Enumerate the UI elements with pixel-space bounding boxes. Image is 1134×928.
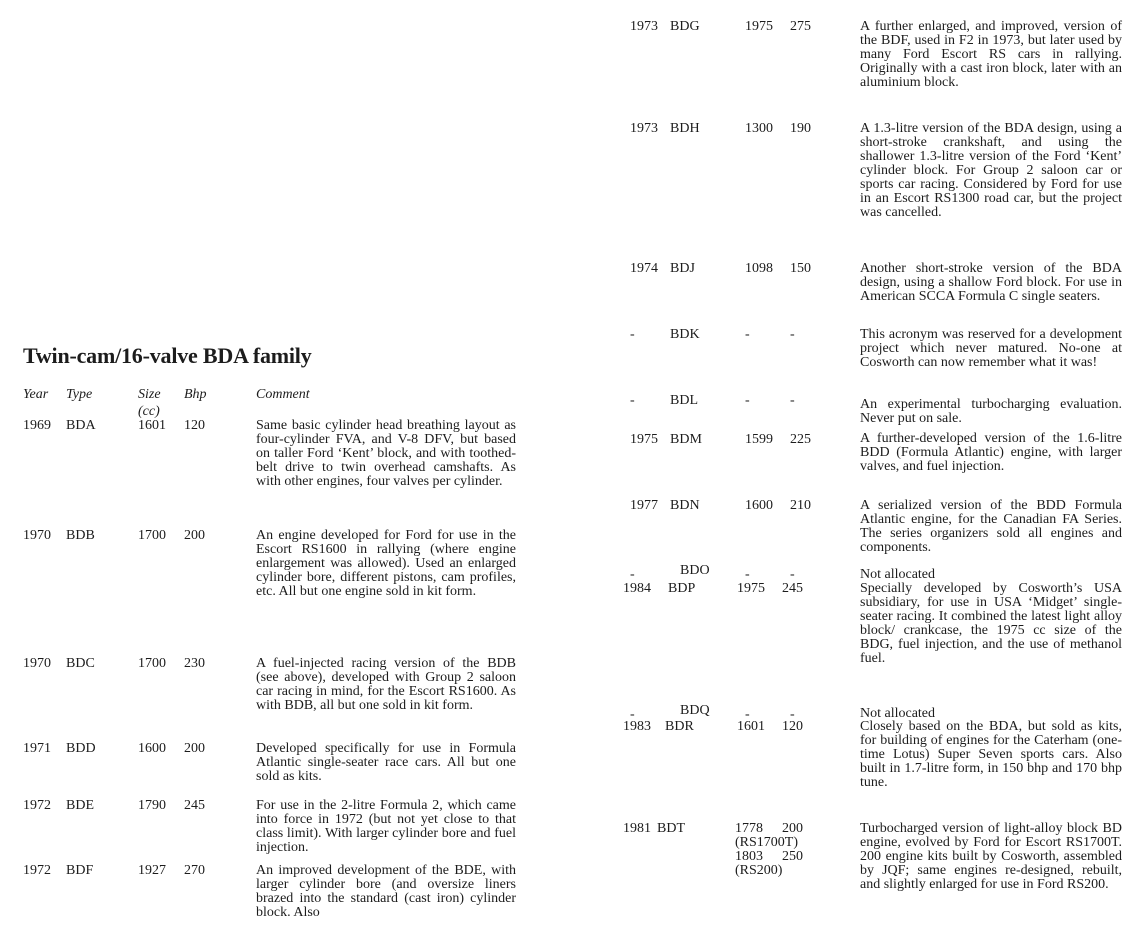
year-bdf: 1972 bbox=[23, 863, 51, 878]
type-bdk: BDK bbox=[670, 327, 700, 342]
comment-bdg: A further enlarged, and improved, version of the BDF, used in F2 in 1973, but later used by many Ford Escort RS cars in rallying. Originally with a cast iron block, later with an aluminium block. bbox=[860, 19, 1122, 91]
year-bdr: 1983 bbox=[623, 719, 651, 734]
size-bdl: - bbox=[745, 393, 750, 408]
comment-bdo: Not allocated bbox=[860, 567, 936, 582]
header-type: Type bbox=[66, 387, 93, 402]
bhp-bdt: 200 250 bbox=[782, 821, 803, 864]
header-bhp: Bhp bbox=[184, 387, 207, 402]
comment-bdj: Another short-stroke version of the BDA design, using a shallow Ford block. For use in American SCCA Formula C single seaters. bbox=[860, 261, 1122, 305]
type-bdb: BDB bbox=[66, 528, 95, 543]
bhp-bdc: 230 bbox=[184, 656, 205, 671]
comment-bdc: A fuel-injected racing version of the BDB (see above), developed with Group 2 saloon car racing in mind, for the Escort RS1600. As with BDB, all but one sold in kit form. bbox=[256, 656, 516, 714]
type-bdl: BDL bbox=[670, 393, 698, 408]
size-bdr: 1601 bbox=[737, 719, 765, 734]
comment-bdr: Closely based on the BDA, but sold as kits, for building of engines for the Caterham (one-time Lotus) Super Seven sports cars. Also built in 1.7-litre form, in 150 bhp and 170 bhp tune. bbox=[860, 719, 1122, 791]
type-bda: BDA bbox=[66, 418, 96, 433]
bhp-bdn: 210 bbox=[790, 498, 811, 513]
type-bdm: BDM bbox=[670, 432, 702, 447]
year-bdk: - bbox=[630, 327, 635, 342]
size-bdt: 1778 (RS1700T) 1803 (RS200) bbox=[735, 821, 798, 878]
type-bdj: BDJ bbox=[670, 261, 695, 276]
size-bdd: 1600 bbox=[138, 741, 166, 756]
year-bdm: 1975 bbox=[630, 432, 658, 447]
type-bdp: BDP bbox=[668, 581, 696, 596]
size-bde: 1790 bbox=[138, 798, 166, 813]
type-bdt: BDT bbox=[657, 821, 685, 836]
type-bdg: BDG bbox=[670, 19, 700, 34]
year-bdl: - bbox=[630, 393, 635, 408]
bhp-bdh: 190 bbox=[790, 121, 811, 136]
type-bdo: BDO bbox=[680, 563, 710, 578]
bhp-bdf: 270 bbox=[184, 863, 205, 878]
year-bdb: 1970 bbox=[23, 528, 51, 543]
header-year: Year bbox=[23, 387, 49, 402]
type-bdn: BDN bbox=[670, 498, 700, 513]
type-bdf: BDF bbox=[66, 863, 94, 878]
size-bdf: 1927 bbox=[138, 863, 166, 878]
comment-bdh: A 1.3-litre version of the BDA design, using a short-stroke crankshaft, and using the shallower 1.3-litre version of the Ford ‘Kent’ cylinder block. For Group 2 saloon car or sports car racing. Considered by Ford for use in an Escort RS1300 road car, but the project was cancelled. bbox=[860, 121, 1122, 221]
size-bdh: 1300 bbox=[745, 121, 773, 136]
comment-bdq: Not allocated bbox=[860, 706, 936, 721]
year-bdg: 1973 bbox=[630, 19, 658, 34]
year-bdp: 1984 bbox=[623, 581, 651, 596]
bhp-bdo: - bbox=[790, 567, 795, 582]
comment-bdb: An engine developed for Ford for use in the Escort RS1600 in rallying (where engine enlargement was allowed). Used an enlarged cylinder bore, different pistons, cam profiles, etc. All but one engine sold in kit form. bbox=[256, 528, 516, 600]
year-bdj: 1974 bbox=[630, 261, 658, 276]
bhp-bdj: 150 bbox=[790, 261, 811, 276]
comment-bdl: An experimental turbocharging evaluation. Never put on sale. bbox=[860, 397, 1122, 427]
bhp-bdd: 200 bbox=[184, 741, 205, 756]
comment-bda: Same basic cylinder head breathing layout as four-cylinder FVA, and V-8 DFV, but based on taller Ford ‘Kent’ block, and with toothed-belt drive to twin overhead camshafts. As with other engines, four valves per cylinder. bbox=[256, 418, 516, 490]
type-bdr: BDR bbox=[665, 719, 694, 734]
size-bdn: 1600 bbox=[745, 498, 773, 513]
type-bde: BDE bbox=[66, 798, 94, 813]
comment-bdd: Developed specifically for use in Formula Atlantic single-seater race cars. All but one sold as kits. bbox=[256, 741, 516, 785]
type-bdq: BDQ bbox=[680, 703, 710, 718]
bhp-bda: 120 bbox=[184, 418, 205, 433]
type-bdd: BDD bbox=[66, 741, 96, 756]
year-bdd: 1971 bbox=[23, 741, 51, 756]
year-bda: 1969 bbox=[23, 418, 51, 433]
type-bdh: BDH bbox=[670, 121, 700, 136]
size-bdq: - bbox=[745, 707, 750, 722]
year-bdq: - bbox=[630, 707, 635, 722]
comment-bdk: This acronym was reserved for a development project which never matured. No-one at Cosworth can now remember what it was! bbox=[860, 327, 1122, 371]
size-bdj: 1098 bbox=[745, 261, 773, 276]
bhp-bdb: 200 bbox=[184, 528, 205, 543]
bhp-bdl: - bbox=[790, 393, 795, 408]
comment-bdf: An improved development of the BDE, with larger cylinder bore (and oversize liners brazed into the standard (cast iron) cylinder block. Also bbox=[256, 863, 516, 921]
bhp-bdp: 245 bbox=[782, 581, 803, 596]
bhp-bdr: 120 bbox=[782, 719, 803, 734]
section-title: Twin-cam/16-valve BDA family bbox=[23, 343, 312, 368]
size-bda: 1601 bbox=[138, 418, 166, 433]
size-bdm: 1599 bbox=[745, 432, 773, 447]
year-bdn: 1977 bbox=[630, 498, 658, 513]
year-bdt: 1981 bbox=[623, 821, 651, 836]
size-bdb: 1700 bbox=[138, 528, 166, 543]
year-bde: 1972 bbox=[23, 798, 51, 813]
year-bdh: 1973 bbox=[630, 121, 658, 136]
size-bdp: 1975 bbox=[737, 581, 765, 596]
bhp-bdk: - bbox=[790, 327, 795, 342]
comment-bdm: A further-developed version of the 1.6-litre BDD (Formula Atlantic) engine, with larger valves, and fuel injection. bbox=[860, 431, 1122, 475]
comment-bdt: Turbocharged version of light-alloy block BD engine, evolved by Ford for Escort RS1700T. 200 engine kits built by Cosworth, assembled by JQF; same engines re-designed, rebuilt, and slightly enlarged for use in Ford RS200. bbox=[860, 821, 1122, 893]
size-bdo: - bbox=[745, 567, 750, 582]
header-size: Size (cc) bbox=[138, 387, 161, 419]
comment-bdp: Specially developed by Cosworth’s USA subsidiary, for use in USA ‘Midget’ single-seater racing. It combined the latest light alloy block/ crankcase, the 1975 cc size of the BDG, fuel injection, and the use of methanol fuel. bbox=[860, 581, 1122, 667]
bhp-bde: 245 bbox=[184, 798, 205, 813]
year-bdc: 1970 bbox=[23, 656, 51, 671]
bhp-bdm: 225 bbox=[790, 432, 811, 447]
comment-bdn: A serialized version of the BDD Formula Atlantic engine, for the Canadian FA Series. The series organizers sold all engines and components. bbox=[860, 498, 1122, 556]
comment-bde: For use in the 2-litre Formula 2, which came into force in 1972 (but not yet close to that class limit). With larger cylinder bore and fuel injection. bbox=[256, 798, 516, 856]
year-bdo: - bbox=[630, 567, 635, 582]
size-bdc: 1700 bbox=[138, 656, 166, 671]
bhp-bdq: - bbox=[790, 707, 795, 722]
size-bdk: - bbox=[745, 327, 750, 342]
header-comment: Comment bbox=[256, 387, 310, 402]
type-bdc: BDC bbox=[66, 656, 95, 671]
size-bdg: 1975 bbox=[745, 19, 773, 34]
bhp-bdg: 275 bbox=[790, 19, 811, 34]
